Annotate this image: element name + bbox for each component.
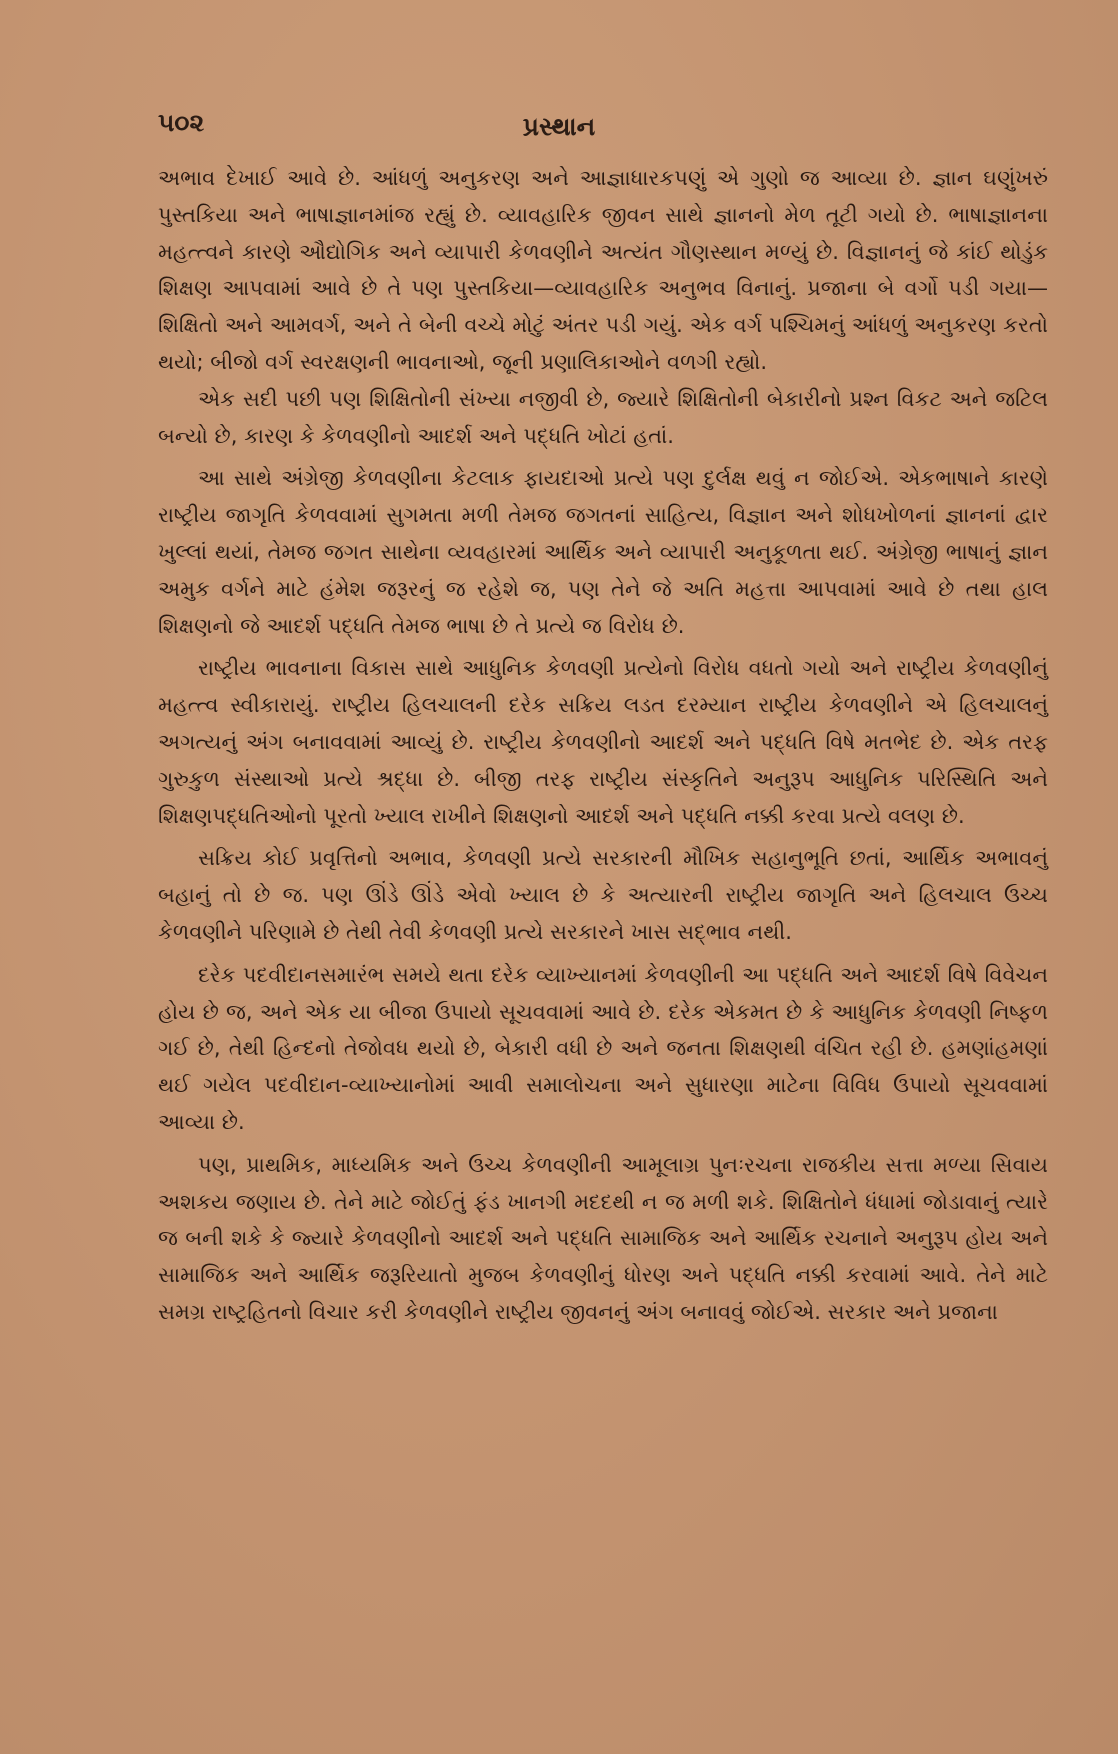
paragraph: સક્રિય કોઈ પ્રવૃત્તિનો અભાવ, કેળવણી પ્રત્યે સરકારની મૌખિક સહાનુભૂતિ છતાં, આર્થિક અભાવનું બહાનું તો છે જ. પણ ઊંડે ઊંડે એવો ખ્યાલ છે કે અત્યારની રાષ્ટ્રીય જાગૃતિ અને હિલચાલ ઉચ્ચ કેળવણીને પરિણામે છે તેથી તેવી કેળવણી પ્રત્યે સરકારને ખાસ સદ્ભાવ નથી.	[158, 846, 1048, 944]
running-title: પ્રસ્થાન	[522, 112, 596, 141]
paragraph: રાષ્ટ્રીય ભાવનાના વિકાસ સાથે આધુનિક કેળવણી પ્રત્યેનો વિરોધ વધતો ગયો અને રાષ્ટ્રીય કેળવણીનું મહત્ત્વ સ્વીકારાયું. રાષ્ટ્રીય હિલચાલની દરેક સક્રિય લડત દરમ્યાન રાષ્ટ્રીય કેળવણીને એ હિલચાલનું અગત્યનું અંગ બનાવવામાં આવ્યું છે. રાષ્ટ્રીય કેળવણીનો આદર્શ અને પદ્ધતિ વિષે મતભેદ છે. એક તરફ ગુરુકુળ સંસ્થાઓ પ્રત્યે શ્રદ્ધા છે. બીજી તરફ રાષ્ટ્રીય સંસ્કૃતિને અનુરૂપ આધુનિક પરિસ્થિતિ અને શિક્ષણપદ્ધતિઓનો પૂરતો ખ્યાલ રાખીને શિક્ષણનો આદર્શ અને પદ્ધતિ નક્કી કરવા પ્રત્યે વલણ છે.	[158, 656, 1048, 828]
paragraph: એક સદી પછી પણ શિક્ષિતોની સંખ્યા નજીવી છે, જ્યારે શિક્ષિતોની બેકારીનો પ્રશ્ન વિકટ અને જટિલ બન્યો છે, કારણ કે કેળવણીનો આદર્શ અને પદ્ધતિ ખોટાં હતાં.	[158, 386, 1048, 448]
page-number: ૫૦૨	[158, 108, 205, 137]
paragraph: પણ, પ્રાથમિક, માધ્યમિક અને ઉચ્ચ કેળવણીની આમૂલાગ્ર પુનઃરચના રાજકીય સત્તા મળ્યા સિવાય અશકય જણાય છે. તેને માટે જોઈતું ફંડ ખાનગી મદદથી ન જ મળી શકે. શિક્ષિતોને ધંધામાં જોડાવાનું ત્યારે જ બની શકે કે જ્યારે કેળવણીનો આદર્શ અને પદ્ધતિ સામાજિક અને આર્થિક રચનાને અનુરૂપ હોય અને સામાજિક અને આર્થિક જરૂરિયાતો મુજબ કેળવણીનું ધોરણ અને પદ્ધતિ નક્કી કરવામાં આવે. તેને માટે સમગ્ર રાષ્ટ્રહિતનો વિચાર કરી કેળવણીને રાષ્ટ્રીય જીવનનું અંગ બનાવવું જોઈએ. સરકાર અને પ્રજાના	[158, 1152, 1048, 1324]
paragraph: અભાવ દેખાઈ આવે છે. આંધળું અનુકરણ અને આજ્ઞાધારકપણું એ ગુણો જ આવ્યા છે. જ્ઞાન ઘણુંખરું પુસ્તકિયા અને ભાષાજ્ઞાનમાંજ રહ્યું છે. વ્યાવહારિક જીવન સાથે જ્ઞાનનો મેળ તૂટી ગયો છે. ભાષાજ્ઞાનના મહત્ત્વને કારણે ઔદ્યોગિક અને વ્યાપારી કેળવણીને અત્યંત ગૌણસ્થાન મળ્યું છે. વિજ્ઞાનનું જે કાંઈ થોડુંક શિક્ષણ આપવામાં આવે છે તે પણ પુસ્તકિયા—વ્યાવહારિક અનુભવ વિનાનું. પ્રજાના બે વર્ગો પડી ગયા—શિક્ષિતો અને આમવર્ગ, અને તે બેની વચ્ચે મોટું અંતર પડી ગયું. એક વર્ગ પશ્ચિમનું આંધળું અનુકરણ કરતો થયો; બીજો વર્ગ સ્વરક્ષણની ભાવનાઓ, જૂની પ્રણાલિકાઓને વળગી રહ્યો.	[158, 166, 1048, 374]
paragraph: દરેક પદવીદાનસમારંભ સમયે થતા દરેક વ્યાખ્યાનમાં કેળવણીની આ પદ્ધતિ અને આદર્શ વિષે વિવેચન હોય છે જ, અને એક યા બીજા ઉપાયો સૂચવવામાં આવે છે. દરેક એકમત છે કે આધુનિક કેળવણી નિષ્ફળ ગઈ છે, તેથી હિન્દનો તેજોવધ થયો છે, બેકારી વધી છે અને જનતા શિક્ષણથી વંચિત રહી છે. હમણાંહમણાં થઈ ગયેલ પદવીદાન-વ્યાખ્યાનોમાં આવી સમાલોચના અને સુધારણા માટેના વિવિધ ઉપાયો સૂચવવામાં આવ્યા છે.	[158, 962, 1048, 1134]
page-header	[158, 108, 960, 148]
body-text	[158, 160, 1048, 1331]
paragraph: આ સાથે અંગ્રેજી કેળવણીના કેટલાક ફાયદાઓ પ્રત્યે પણ દુર્લક્ષ થવું ન જોઈએ. એકભાષાને કારણે રાષ્ટ્રીય જાગૃતિ કેળવવામાં સુગમતા મળી તેમજ જગતનાં સાહિત્ય, વિજ્ઞાન અને શોધખોળનાં જ્ઞાનનાં દ્વાર ખુલ્લાં થયાં, તેમજ જગત સાથેના વ્યવહારમાં આર્થિક અને વ્યાપારી અનુકૂળતા થઈ. અંગ્રેજી ભાષાનું જ્ઞાન અમુક વર્ગને માટે હંમેશ જરૂરનું જ રહેશે જ, પણ તેને જે અતિ મહત્તા આપવામાં આવે છે તથા હાલ શિક્ષણનો જે આદર્શ પદ્ધતિ તેમજ ભાષા છે તે પ્રત્યે જ વિરોધ છે.	[158, 466, 1048, 638]
